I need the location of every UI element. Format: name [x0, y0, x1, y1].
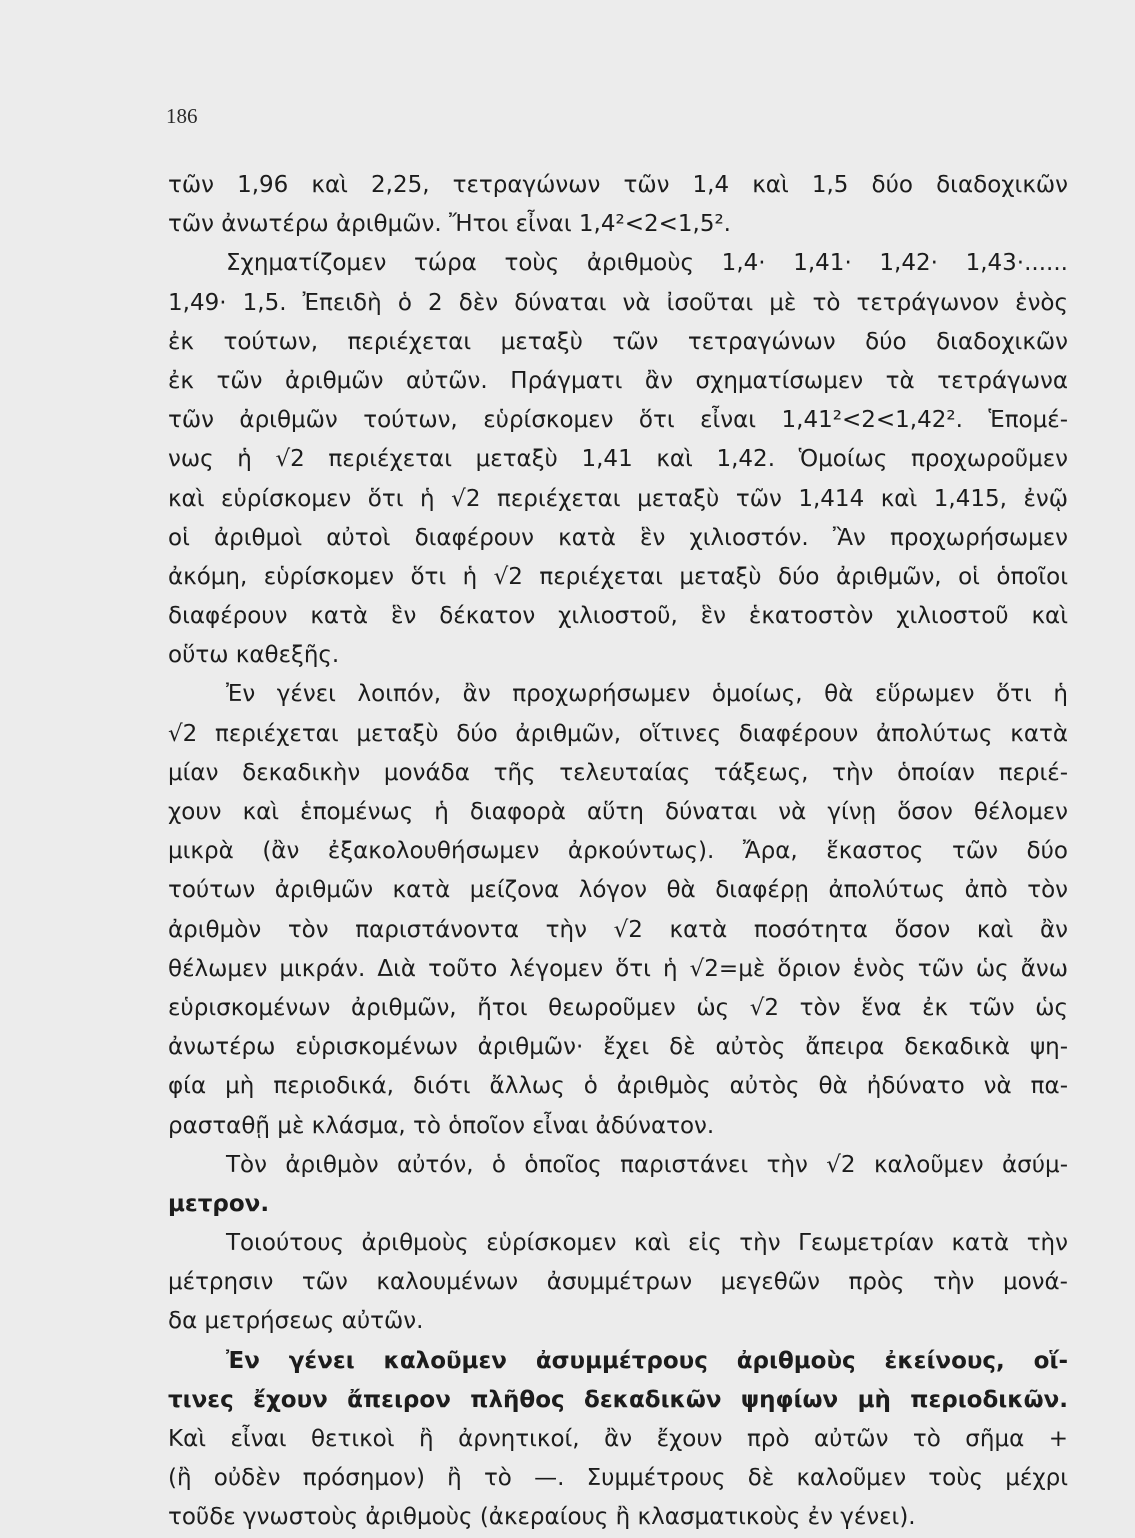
- text-line: εὑρισκομένων ἀριθμῶν, ἤτοι θεωροῦμεν ὡς √2 τὸν ἕνα ἐκ τῶν ὡς: [168, 994, 1068, 1021]
- page-number: 186: [166, 104, 198, 128]
- text-line: Ἐν γένει λοιπόν, ἂν προχωρήσωμεν ὁμοίως, θὰ εὕρωμεν ὅτι ἡ: [226, 681, 1068, 708]
- text-line: μίαν δεκαδικὴν μονάδα τῆς τελευταίας τάξεως, τὴν ὁποίαν περιέ-: [168, 759, 1068, 786]
- text-line: ἐκ τῶν ἀριθμῶν αὐτῶν. Πράγματι ἂν σχηματίσωμεν τὰ τετράγωνα: [168, 367, 1068, 394]
- text-line: ἐκ τούτων, περιέχεται μεταξὺ τῶν τετραγώνων δύο διαδοχικῶν: [168, 328, 1068, 355]
- text-line: τούτων ἀριθμῶν κατὰ μείζονα λόγον θὰ διαφέρῃ ἀπολύτως ἀπὸ τὸν: [168, 877, 1068, 904]
- text-line: φία μὴ περιοδικά, διότι ἄλλως ὁ ἀριθμὸς αὐτὸς θὰ ἠδύνατο νὰ πα-: [168, 1073, 1068, 1100]
- text-line: μέτρησιν τῶν καλουμένων ἀσυμμέτρων μεγεθῶν πρὸς τὴν μονά-: [168, 1269, 1068, 1296]
- text-line: τῶν ἀνωτέρω ἀριθμῶν. Ἤτοι εἶναι 1,4²<2<1,5².: [168, 211, 731, 238]
- text-line: μικρὰ (ἂν ἐξακολουθήσωμεν ἀρκούντως). Ἄρα, ἕκαστος τῶν δύο: [168, 838, 1068, 865]
- text-line: ἀνωτέρω εὑρισκομένων ἀριθμῶν· ἔχει δὲ αὐτὸς ἄπειρα δεκαδικὰ ψη-: [168, 1034, 1068, 1061]
- body-text: [168, 166, 1068, 1538]
- text-line: ἀριθμὸν τὸν παριστάνοντα τὴν √2 κατὰ ποσότητα ὅσον καὶ ἂν: [168, 916, 1068, 943]
- text-line: τοῦδε γνωστοὺς ἀριθμοὺς (ἀκεραίους ἢ κλασματικοὺς ἐν γένει).: [168, 1504, 916, 1531]
- text-line: θέλωμεν μικράν. Διὰ τοῦτο λέγομεν ὅτι ἡ √2=μὲ ὅριον ἑνὸς τῶν ὡς ἄνω: [168, 955, 1068, 982]
- text-line: τῶν ἀριθμῶν τούτων, εὑρίσκομεν ὅτι εἶναι 1,41²<2<1,42². Ἑπομέ-: [168, 407, 1068, 434]
- text-line: (ἢ οὐδὲν πρόσημον) ἢ τὸ —. Συμμέτρους δὲ καλοῦμεν τοὺς μέχρι: [168, 1465, 1068, 1492]
- text-line: ρασταθῇ μὲ κλάσμα, τὸ ὁποῖον εἶναι ἀδύνατον.: [168, 1112, 715, 1139]
- text-line: Τοιούτους ἀριθμοὺς εὑρίσκομεν καὶ εἰς τὴν Γεωμετρίαν κατὰ τὴν: [226, 1230, 1068, 1257]
- text-line: καὶ εὑρίσκομεν ὅτι ἡ √2 περιέχεται μεταξὺ τῶν 1,414 καὶ 1,415, ἐνῷ: [168, 485, 1068, 512]
- text-line: Σχηματίζομεν τώρα τοὺς ἀριθμοὺς 1,4· 1,41· 1,42· 1,43·......: [226, 250, 1068, 277]
- text-line: Καὶ εἶναι θετικοὶ ἢ ἀρνητικοί, ἂν ἔχουν πρὸ αὐτῶν τὸ σῆμα +: [168, 1426, 1068, 1452]
- text-line: χουν καὶ ἑπομένως ἡ διαφορὰ αὕτη δύναται νὰ γίνῃ ὅσον θέλομεν: [168, 799, 1068, 825]
- text-line: Τὸν ἀριθμὸν αὐτόν, ὁ ὁποῖος παριστάνει τὴν √2 καλοῦμεν ἀσύμ-: [226, 1151, 1068, 1178]
- text-line: μετρον.: [168, 1190, 270, 1217]
- text-line: 1,49· 1,5. Ἐπειδὴ ὁ 2 δὲν δύναται νὰ ἰσοῦται μὲ τὸ τετράγωνον ἑνὸς: [168, 289, 1068, 316]
- text-line-bold: Ἐν γένει καλοῦμεν ἀσυμμέτρους ἀριθμοὺς ἐκείνους, οἵ-: [226, 1347, 1068, 1374]
- text-line: οἱ ἀριθμοὶ αὐτοὶ διαφέρουν κατὰ ἓν χιλιοστόν. Ἂν προχωρήσωμεν: [168, 524, 1068, 551]
- text-line-bold: τινες ἔχουν ἄπειρον πλῆθος δεκαδικῶν ψηφίων μὴ περιοδικῶν.: [168, 1386, 1068, 1413]
- text-line: νως ἡ √2 περιέχεται μεταξὺ 1,41 καὶ 1,42. Ὁμοίως προχωροῦμεν: [168, 446, 1068, 473]
- text-line: τῶν 1,96 καὶ 2,25, τετραγώνων τῶν 1,4 καὶ 1,5 δύο διαδοχικῶν: [168, 172, 1068, 198]
- text-line: δα μετρήσεως αὐτῶν.: [168, 1308, 424, 1335]
- text-line: ἀκόμη, εὑρίσκομεν ὅτι ἡ √2 περιέχεται μεταξὺ δύο ἀριθμῶν, οἱ ὁποῖοι: [168, 563, 1068, 590]
- text-line: οὕτω καθεξῆς.: [168, 642, 340, 669]
- text-line: √2 περιέχεται μεταξὺ δύο ἀριθμῶν, οἵτινες διαφέρουν ἀπολύτως κατὰ: [168, 720, 1068, 747]
- text-line: διαφέρουν κατὰ ἓν δέκατον χιλιοστοῦ, ἓν ἑκατοστὸν χιλιοστοῦ καὶ: [168, 603, 1068, 630]
